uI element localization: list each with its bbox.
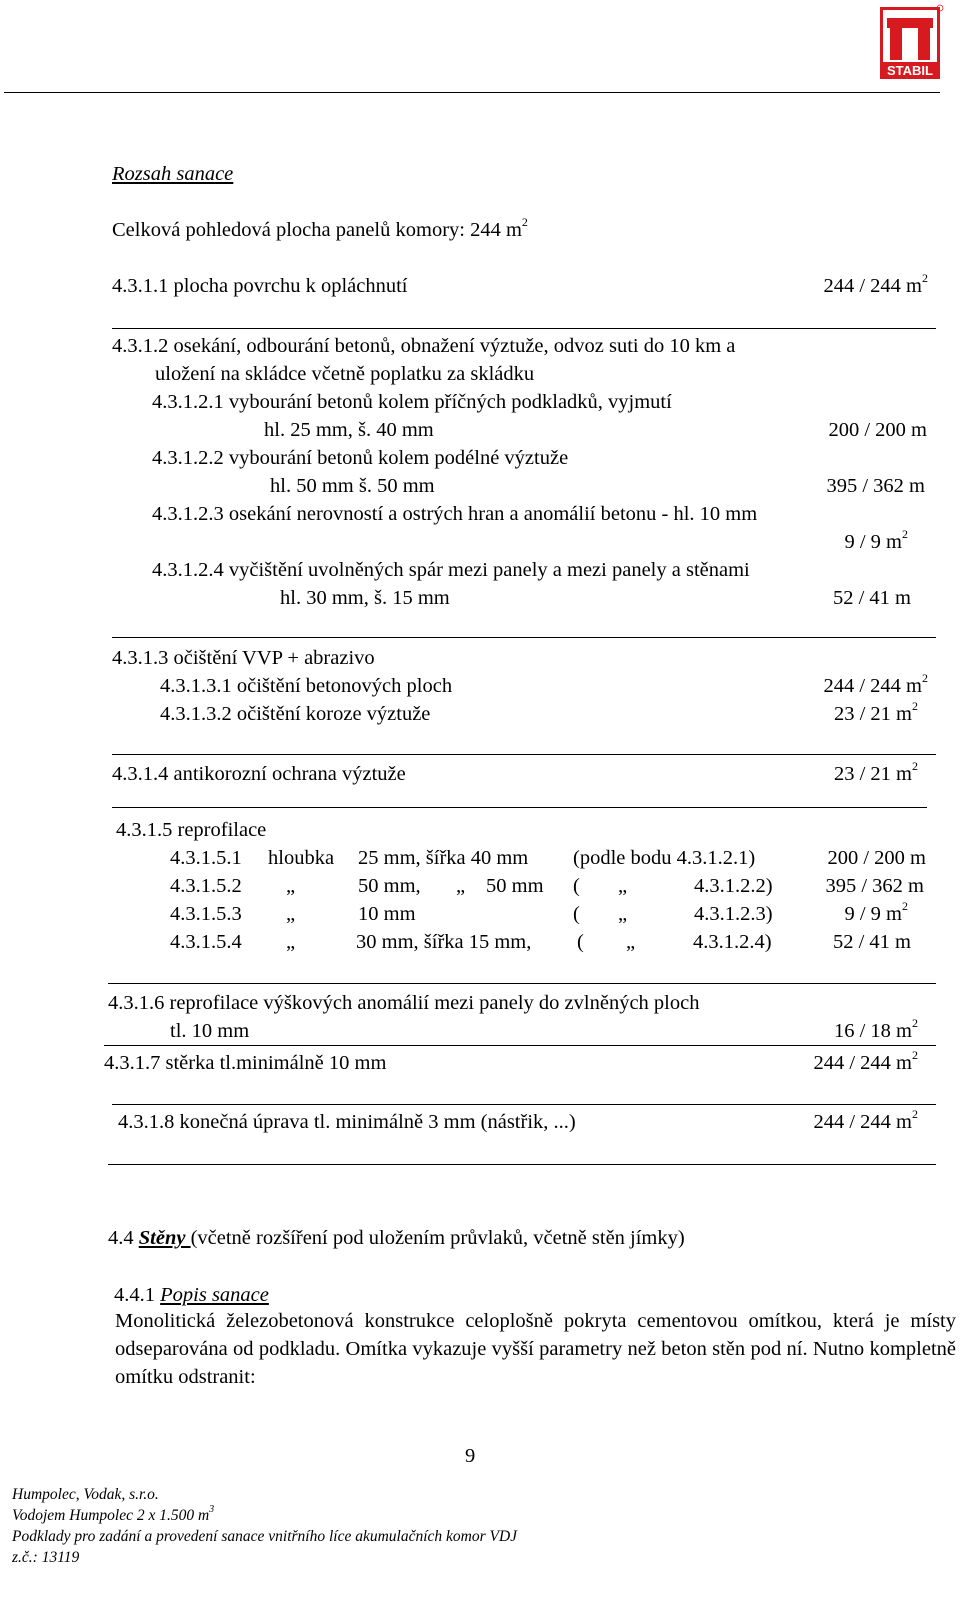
reprofilace-row-value: 9 / 9 $m^2$	[844, 899, 908, 925]
item-4-3-1-1-value: 244 / 244 $m^2$	[823, 271, 928, 297]
reprofilace-row-c2: 50 mm,	[358, 875, 421, 897]
section-4-4-1-title: Popis sanace	[160, 1284, 269, 1306]
reprofilace-row-c3b: „	[626, 931, 636, 953]
separator-rule	[108, 983, 936, 984]
item-4-3-1-2-4-value: 52 / 41 m	[832, 587, 911, 609]
item-4-3-1-2-3-label: 4.3.1.2.3 osekání nerovností a ostrých hran a anomálií betonu - hl. 10 mm	[152, 503, 758, 525]
item-4-3-1-2-1-dims: hl. 25 mm, š. 40 mm	[264, 419, 434, 441]
reprofilace-row-c2c: 50 mm	[486, 875, 544, 897]
item-4-3-1-2-label: 4.3.1.2 osekání, odbourání betonů, obnažení výztuže, odvoz suti do 10 km a	[112, 335, 736, 357]
section-4-4-title: Stěny	[138, 1227, 191, 1249]
item-4-3-1-3-1-label: 4.3.1.3.1 očištění betonových ploch	[160, 675, 453, 697]
item-4-3-1-3-label: 4.3.1.3 očištění VVP + abrazivo	[112, 647, 375, 669]
item-4-3-1-2-label-cont: uložení na skládce včetně poplatku za skládku	[155, 363, 535, 385]
total-area-line: Celková pohledová plocha panelů komory: 244 $m^2$	[112, 215, 528, 241]
reprofilace-row-c3a: (	[577, 931, 584, 953]
reprofilace-row-num: 4.3.1.5.2	[170, 875, 242, 897]
item-4-3-1-1-label: 4.3.1.1 plocha povrchu k opláchnutí	[112, 275, 408, 297]
reprofilace-row-c3b: „	[618, 875, 628, 897]
separator-rule	[112, 637, 936, 638]
item-4-3-1-5-label: 4.3.1.5 reprofilace	[116, 819, 267, 841]
reprofilace-row-value: 395 / 362 m	[825, 875, 924, 897]
item-4-3-1-2-2-dims: hl. 50 mm š. 50 mm	[270, 475, 435, 497]
item-4-3-1-8-label: 4.3.1.8 konečná úprava tl. minimálně 3 mm (nástřik, ...)	[118, 1111, 576, 1133]
item-4-3-1-2-2-value: 395 / 362 m	[826, 475, 925, 497]
section-4-4-heading: 4.4 Stěny (včetně rozšíření pod uložením průvlaků, včetně stěn jímky)	[108, 1227, 685, 1249]
footer-description: Podklady pro zadání a provedení sanace vnitřního líce akumulačních komor VDJ	[12, 1528, 518, 1545]
header-rule	[4, 92, 940, 93]
item-4-3-1-2-1-value: 200 / 200 m	[828, 419, 927, 441]
item-4-3-1-6-dims: tl. 10 mm	[170, 1020, 250, 1042]
separator-rule	[112, 328, 936, 329]
section-title: Rozsah sanace	[112, 163, 234, 185]
section-4-4-1-paragraph: Monolitická železobetonová konstrukce celoplošně pokryta cementovou omítkou, která je místy odseparována od podkladu. Omítka vykazuje vyšší parametry než beton stěn pod ní. Nutno kompletně omítku odstranit:	[115, 1310, 956, 1388]
page-number: 9	[465, 1445, 476, 1467]
item-4-3-1-7-label: 4.3.1.7 stěrka tl.minimálně 10 mm	[104, 1052, 387, 1074]
logo-text: STABIL	[887, 63, 933, 78]
reprofilace-row-c1: „	[286, 903, 296, 925]
reprofilace-row-c3b: „	[618, 903, 628, 925]
item-4-3-1-3-2-value: 23 / 21 $m^2$	[833, 699, 918, 725]
item-4-3-1-7-value: 244 / 244 $m^2$	[813, 1048, 918, 1074]
item-4-3-1-4-value: 23 / 21 $m^2$	[833, 759, 918, 785]
item-4-3-1-3-2-label: 4.3.1.3.2 očištění koroze výztuže	[160, 703, 431, 725]
item-4-3-1-2-4-label: 4.3.1.2.4 vyčištění uvolněných spár mezi panely a mezi panely a stěnami	[152, 559, 750, 581]
item-4-3-1-8-value: 244 / 244 $m^2$	[813, 1107, 918, 1133]
footer-project: Vodojem Humpolec 2 x 1.500 $m^3$	[12, 1503, 215, 1524]
item-4-3-1-2-1-label: 4.3.1.2.1 vybourání betonů kolem příčných podkladků, vyjmutí	[152, 391, 672, 413]
reprofilace-row-c3c: 4.3.1.2.4)	[693, 931, 772, 953]
item-4-3-1-2-2-label: 4.3.1.2.2 vybourání betonů kolem podélné výztuže	[152, 447, 569, 469]
reprofilace-row-c1: „	[286, 875, 296, 897]
reprofilace-row-c1: hloubka	[268, 847, 335, 869]
item-4-3-1-2-4-dims: hl. 30 mm, š. 15 mm	[280, 587, 450, 609]
reprofilace-row-num: 4.3.1.5.1	[170, 847, 242, 869]
separator-rule	[112, 754, 936, 755]
item-4-3-1-3-1-value: 244 / 244 $m^2$	[823, 671, 928, 697]
reprofilace-row-c2: 25 mm, šířka 40 mm	[358, 847, 529, 869]
reprofilace-row-c3a: (	[573, 875, 580, 897]
separator-rule	[108, 1164, 936, 1165]
item-4-3-1-6-value: 16 / 18 $m^2$	[833, 1016, 918, 1042]
reprofilace-row-c3c: 4.3.1.2.2)	[694, 875, 773, 897]
reprofilace-row-c2b: „	[456, 875, 466, 897]
reprofilace-row-c1: „	[286, 931, 296, 953]
separator-rule	[112, 807, 927, 808]
reprofilace-row-c2: 10 mm	[358, 903, 416, 925]
reprofilace-row-num: 4.3.1.5.4	[170, 931, 242, 953]
reprofilace-row-value: 200 / 200 m	[827, 847, 926, 869]
footer-order-number: z.č.: 13119	[12, 1549, 80, 1566]
section-4-4-1-heading: 4.4.1 Popis sanace	[114, 1284, 269, 1306]
item-4-3-1-4-label: 4.3.1.4 antikorozní ochrana výztuže	[112, 763, 406, 785]
footer-company: Humpolec, Vodak, s.r.o.	[12, 1486, 159, 1503]
separator-rule	[104, 1045, 936, 1046]
stabil-logo	[878, 4, 944, 80]
separator-rule	[112, 1104, 936, 1105]
reprofilace-row-c3a: (	[573, 903, 580, 925]
reprofilace-row-value: 52 / 41 m	[832, 931, 911, 953]
reprofilace-row-c3: (podle bodu 4.3.1.2.1)	[573, 847, 756, 869]
reprofilace-row-num: 4.3.1.5.3	[170, 903, 242, 925]
item-4-3-1-6-label: 4.3.1.6 reprofilace výškových anomálií mezi panely do zvlněných ploch	[108, 992, 700, 1014]
reprofilace-row-c2: 30 mm, šířka 15 mm,	[356, 931, 532, 953]
reprofilace-row-c3c: 4.3.1.2.3)	[694, 903, 773, 925]
item-4-3-1-2-3-value: 9 / 9 $m^2$	[844, 527, 908, 553]
